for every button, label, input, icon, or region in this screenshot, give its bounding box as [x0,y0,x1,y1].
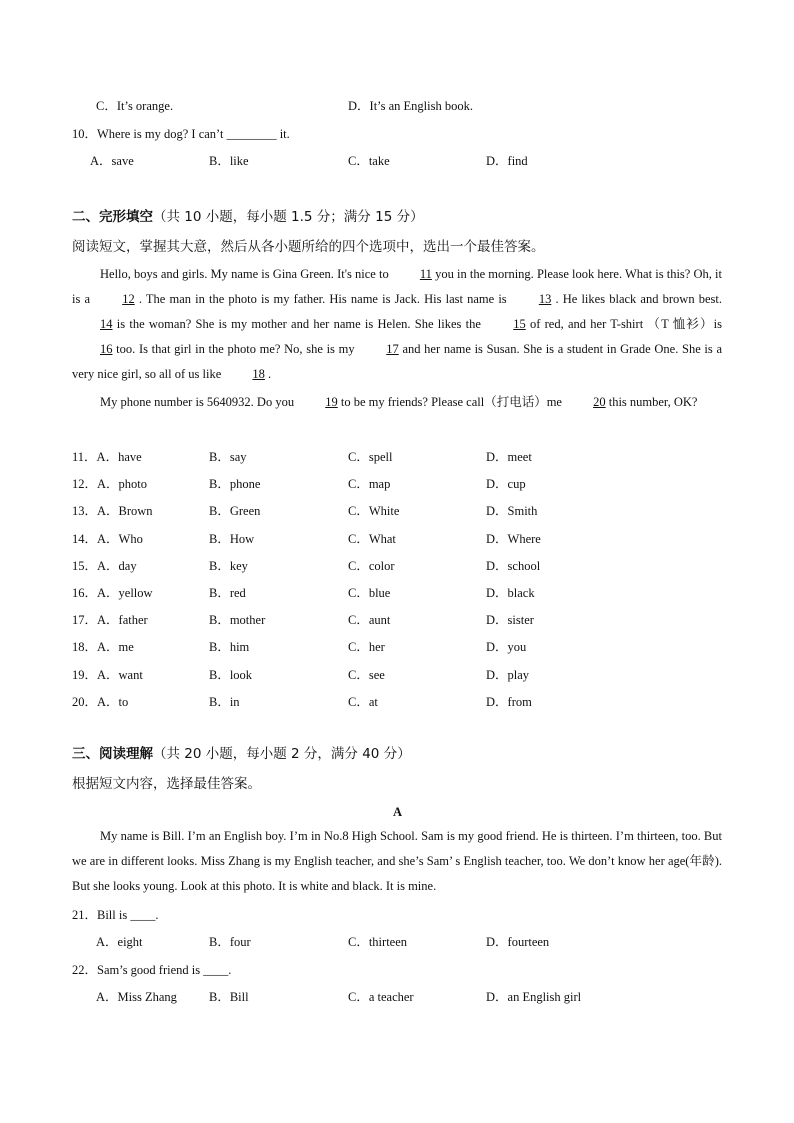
blank-11: 11 [419,267,432,281]
cloze-option: D．meet [486,450,532,464]
cloze-question-row [72,556,732,576]
q21-option-d: D．fourteen [486,935,550,949]
cloze-option: 15．A．day [72,558,137,573]
cloze-option: 13．A．Brown [72,504,153,519]
cloze-option: D．play [486,667,530,682]
cloze-option: 12．A．photo [72,477,148,492]
section3-heading [72,742,411,762]
blank-19: 19 [325,395,338,409]
cloze-question-row [72,665,732,685]
blank-18: 18 [252,367,265,381]
passage-text: you in the morning. Please look here. What is this? Oh, it is a [72,267,723,306]
cloze-option: 14．A．Who [72,531,143,546]
cloze-option: B．in [209,694,240,709]
q21-option-b: B．four [209,935,251,949]
passage-text: to be my friends? Please call（打电话）me [337,395,566,409]
q10-stem: 10．Where is my dog? I can’t ________ it. [72,127,290,141]
reading-passage: My name is Bill. I’m an English boy. I’m in No.8 High School. Sam is my good friend. He is thirteen. I’m thirteen, too. But we are in different looks. Miss Zhang is my English teacher, and she’s Sam’ s English teacher, too. We don’t know her age(年龄). But she looks young. Look at this photo. It is white and black. It is mine. [72,829,722,893]
passage-text: this number, OK? [605,395,698,409]
blank-14: 14 [100,317,113,331]
passage-text: . The man in the photo is my father. His name is Jack. His last name is [134,292,511,306]
cloze-question-row [72,447,732,467]
passage-text: . He likes black and brown best. [551,292,722,306]
q10-option-a: A．save [90,154,134,168]
section2-title: 二、完形填空 [72,209,153,225]
q10-option-d: D．find [486,154,528,168]
cloze-option: 20．A．to [72,694,129,709]
q22-options [72,987,732,1007]
cloze-question-row [72,529,732,549]
q9-option-c: C．It’s orange. [96,99,174,113]
q22-option-a: A．Miss Zhang [96,990,177,1004]
cloze-option: B．Green [209,504,261,519]
cloze-option: C．spell [348,450,393,464]
cloze-option: 11．A．have [72,450,142,464]
cloze-option: B．phone [209,477,261,492]
cloze-option: C．aunt [348,613,391,628]
cloze-option: C．see [348,667,385,682]
passage-text: of red, and her T-shirt （T 恤衫）is [525,317,723,331]
passage-label: A [393,805,403,819]
cloze-option: C．map [348,477,391,492]
cloze-option: B．look [209,667,253,682]
cloze-passage-2 [72,390,722,415]
cloze-option: B．How [209,531,255,546]
cloze-option: B．key [209,558,248,573]
cloze-option: D．Smith [486,504,538,519]
cloze-option: C．What [348,531,396,546]
blank-16: 16 [100,342,113,356]
cloze-option: 17．A．father [72,613,148,628]
cloze-option: C．at [348,694,378,709]
cloze-option: C．her [348,640,385,655]
blank-15: 15 [513,317,526,331]
cloze-question-row [72,692,732,712]
cloze-option: D．sister [486,613,534,628]
cloze-question-row [72,610,732,630]
section3-scoring: （共 20 小题，每小题 2 分，满分 40 分） [153,746,411,762]
cloze-question-row [72,501,732,521]
cloze-option: 18．A．me [72,640,134,655]
cloze-option: B．red [209,586,246,600]
cloze-option: 16．A．yellow [72,586,153,600]
q22-option-c: C．a teacher [348,990,414,1004]
cloze-option: C．White [348,504,400,519]
q10-options [72,151,732,171]
q21-option-a: A．eight [96,935,143,949]
cloze-option: D．from [486,694,532,709]
cloze-option: B．him [209,640,250,655]
cloze-question-row [72,637,732,657]
section3-instruction: 根据短文内容，选择最佳答案。 [72,776,261,792]
passage-text: and her name is Susan. She is a student in Grade One. She is a very nice girl, so all of us like [72,342,722,381]
q9-option-d: D．It’s an English book. [348,99,473,113]
q21-option-c: C．thirteen [348,935,408,949]
blank-13: 13 [538,292,552,306]
cloze-passage [72,262,722,387]
q22-option-b: B．Bill [209,990,249,1004]
cloze-option: D．black [486,586,535,600]
cloze-question-row [72,583,732,603]
cloze-option: D．Where [486,531,541,546]
q10-option-b: B．like [209,154,249,168]
passage-text: too. Is that girl in the photo me? No, she is my [112,342,359,356]
section2-heading [72,205,424,225]
cloze-option: D．school [486,558,541,573]
section3-title: 三、阅读理解 [72,746,153,762]
cloze-option: C．blue [348,586,391,600]
section2-scoring: （共 10 小题，每小题 1.5 分；满分 15 分） [153,209,424,225]
q22-option-d: D．an English girl [486,990,582,1004]
q10-option-c: C．take [348,154,390,168]
cloze-option: B．mother [209,613,266,628]
passage-text: Hello, boys and girls. My name is Gina Green. It's nice to [100,267,392,281]
q22-stem: 22．Sam’s good friend is ____. [72,963,232,977]
cloze-option: C．color [348,558,395,573]
cloze-option: 19．A．want [72,667,143,682]
cloze-option: B．say [209,450,247,464]
section2-instruction: 阅读短文，掌握其大意，然后从各小题所给的四个选项中，选出一个最佳答案。 [72,239,545,255]
cloze-option: D．cup [486,477,526,492]
blank-17: 17 [386,342,399,356]
blank-20: 20 [593,395,606,409]
blank-12: 12 [122,292,135,306]
q21-stem: 21．Bill is ____. [72,908,159,922]
q21-options [72,932,732,952]
cloze-question-row [72,474,732,494]
passage-text: is the woman? She is my mother and her name is Helen. She likes the [112,317,486,331]
passage-text: My phone number is 5640932. Do you [100,395,298,409]
passage-text: . [264,367,272,381]
cloze-option: D．you [486,640,527,655]
